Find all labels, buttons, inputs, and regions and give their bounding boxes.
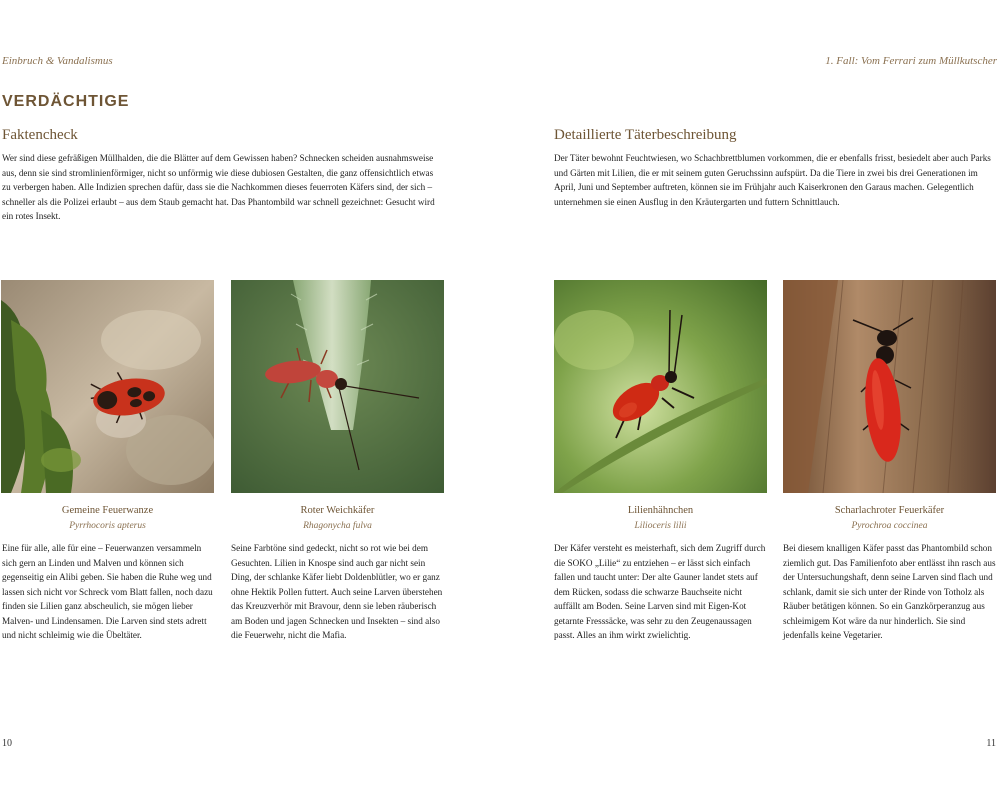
caption-name-feuerwanze: Gemeine Feuerwanze: [61, 505, 154, 516]
section-heading: VERDÄCHTIGE: [2, 93, 130, 110]
description-heading: Detaillierte Täterbeschreibung: [554, 127, 737, 143]
factcheck-heading: Faktencheck: [2, 127, 78, 143]
photo-weichkaefer: [231, 280, 444, 493]
factcheck-text: Wer sind diese gefräßigen Müllhalden, die die Blätter auf dem Gewissen haben? Schnecken scheiden ausnahmsweise aus, denn sie sind stromlinienförmiger, nicht so unförmig wie diese dubiosen Gestalten, die ganz offensichtlich etwas zu verbergen haben. Alle Indizien sprechen dafür, dass sie die Nachkommen dieses feuerroten Käfers sind, der sich – schneller als die Polizei erlaubt – aus dem Staub gemacht hat. Das Phantombild war schnell gezeichnet: Gesucht wird ein rotes Insekt.: [2, 153, 435, 221]
text-feuerkaefer: Bei diesem knalligen Käfer passt das Phantombild schon ziemlich gut. Das Familienfoto aber entlässt ihn rasch aus der Untersuchungshaft, denn seine Larven sind flach und schlank, damit sie sich unter der Rinde von Totholz als Räuber betätigen können. So ein Ganzkörperanzug aus schleimigem Kot wäre da nur hinderlich. Sie sind jedenfalls keine Vegetarier.: [783, 543, 996, 640]
page-number-right: 11: [986, 738, 996, 749]
text-weichkaefer: Seine Farbtöne sind gedeckt, nicht so rot wie bei dem Gesuchten. Lilien in Knospe sind auch gar nicht sein Ding, der schlanke Käfer liebt Doldenblütler, wo er ganz ohne Hektik Pollen futtert. Auch seine Larven überstehen das Kreuzverhör mit Bravour, denn sie leben räuberisch am Boden und jagen Schnecken und Insekten – sind also die Feuerwehr, nicht die Mafia.: [231, 543, 443, 640]
description-text: Der Täter bewohnt Feuchtwiesen, wo Schachbrettblumen vorkommen, die er ebenfalls frisst, besiedelt aber auch Parks und Gärten mit Lilien, die er mit seinem guten Geruchssinn aufspürt. Da die Tiere in zwei bis drei Generationen im April, Juni und September auftreten, können sie im Frühjahr auch Kaiserkronen den Garaus machen. Gelegentlich unternehmen sie einen Ausflug in den Kräutergarten und futtern Schnittlauch.: [554, 153, 991, 207]
caption-latin-feuerwanze: Pyrrhocoris apterus: [69, 521, 146, 531]
photo-feuerkaefer: [783, 280, 996, 493]
running-head-left: Einbruch & Vandalismus: [2, 55, 113, 67]
caption-latin-lilienhaehnchen: Lilioceris lilii: [634, 521, 687, 531]
caption-name-weichkaefer: Roter Weichkäfer: [300, 505, 375, 516]
text-feuerwanze: Eine für alle, alle für eine – Feuerwanzen versammeln sich gern an Linden und Malven und können sich gegenseitig ein Alibi geben. Sie haben die Ruhe weg und lassen sich nicht vor Schreck vom Blatt fallen, noch dazu finden sie Lilien ganz abscheulich, sie mögen lieber Malven- und Lindensamen. Die Larven sind stets adrett und nicht schleimig wie die Übeltäter.: [2, 543, 213, 640]
photo-lilienhaehnchen: [554, 280, 767, 493]
page-number-left: 10: [2, 738, 12, 749]
text-lilienhaehnchen: Der Käfer versteht es meisterhaft, sich dem Zugriff durch die SOKO „Lilie“ zu entziehen – er lässt sich einfach fallen und taucht unter: Der alte Gauner landet stets auf dem Rücken, sodass die schwarze Bauchseite nicht auffällt am Boden. Seine Larven sind mit Eigen-Kot getarnte Fresssäcke, was sehr zu den Zeugenaussagen passt. Alles an ihm wirkt zwielichtig.: [554, 543, 766, 640]
caption-name-feuerkaefer: Scharlachroter Feuerkäfer: [834, 505, 945, 516]
caption-latin-weichkaefer: Rhagonycha fulva: [303, 521, 372, 531]
caption-latin-feuerkaefer: Pyrochroa coccinea: [851, 521, 928, 531]
caption-name-lilienhaehnchen: Lilienhähnchen: [627, 505, 694, 516]
photo-feuerwanze: [1, 280, 214, 493]
running-head-right: 1. Fall: Vom Ferrari zum Müllkutscher: [825, 55, 997, 67]
